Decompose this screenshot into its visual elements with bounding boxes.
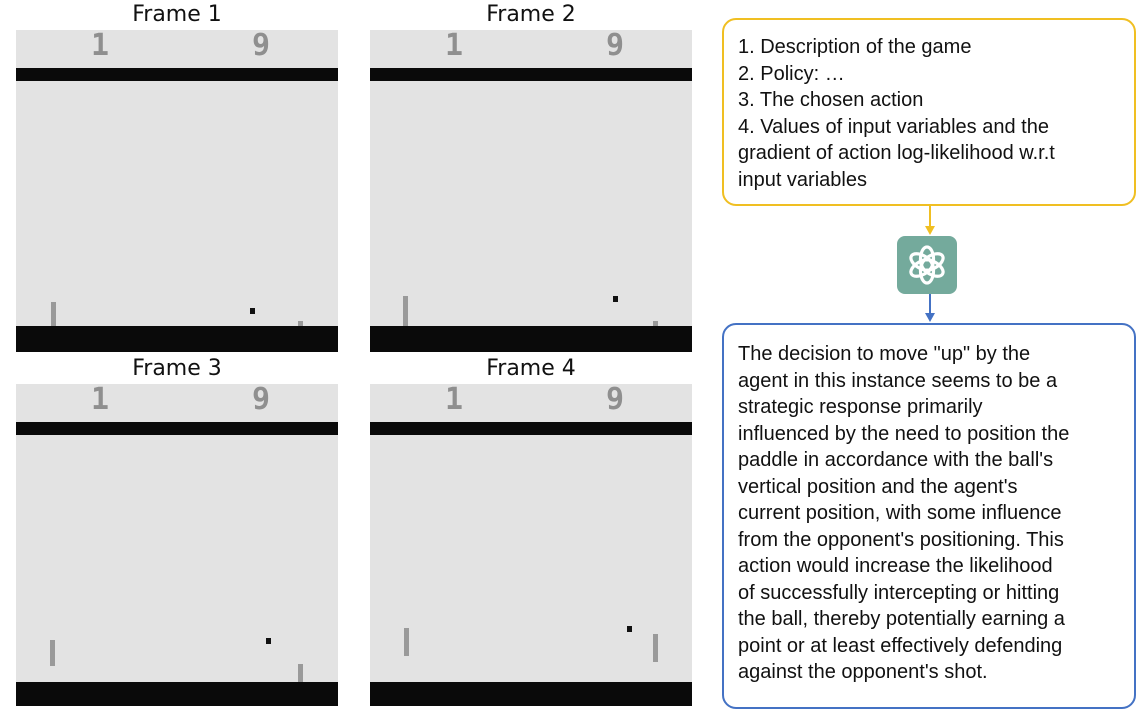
agent-paddle xyxy=(50,640,55,666)
response-line: paddle in accordance with the ball's xyxy=(738,449,1054,471)
prompt-item: gradient of action log-likelihood w.r.t xyxy=(738,142,1055,164)
frame-2-title: Frame 2 xyxy=(486,2,576,27)
agent-paddle xyxy=(404,628,409,656)
score-left: 1 xyxy=(90,384,110,417)
response-line: from the opponent's positioning. This xyxy=(738,528,1064,551)
response-box xyxy=(722,323,1136,709)
ball xyxy=(627,626,632,632)
response-line: action would increase the likelihood xyxy=(738,555,1053,577)
frame-4-title: Frame 4 xyxy=(486,356,576,381)
score-right: 9 xyxy=(251,384,271,417)
score-right: 9 xyxy=(605,384,625,417)
agent-paddle xyxy=(403,296,408,326)
top-wall xyxy=(370,422,692,435)
response-line: the ball, thereby potentially earning a xyxy=(738,608,1065,630)
agent-paddle xyxy=(51,302,56,326)
frame-4-screen xyxy=(370,384,692,706)
ball xyxy=(266,638,271,644)
response-line: current position, with some influence xyxy=(738,502,1062,524)
bottom-wall xyxy=(370,326,692,352)
prompt-item: 2. Policy: … xyxy=(738,62,845,85)
bottom-wall xyxy=(370,682,692,706)
prompt-box xyxy=(722,18,1136,206)
arrow-to-response xyxy=(929,294,931,314)
score-right: 9 xyxy=(605,30,625,63)
arrow-to-response-head xyxy=(925,313,935,322)
bottom-wall xyxy=(16,326,338,352)
response-line: strategic response primarily xyxy=(738,396,983,418)
top-wall xyxy=(16,422,338,435)
response-line: against the opponent's shot. xyxy=(738,661,988,683)
frame-3-title: Frame 3 xyxy=(132,356,222,381)
prompt-item: 4. Values of input variables and the xyxy=(738,115,1049,138)
score-left: 1 xyxy=(90,30,110,63)
response-line: of successfully intercepting or hitting xyxy=(738,581,1060,604)
prompt-item: 3. The chosen action xyxy=(738,89,924,111)
opponent-paddle xyxy=(653,634,658,662)
response-line: agent in this instance seems to be a xyxy=(738,369,1058,392)
frame-1-screen xyxy=(16,30,338,352)
opponent-paddle xyxy=(298,664,303,682)
frame-3-screen xyxy=(16,384,338,706)
response-line: vertical position and the agent's xyxy=(738,475,1018,498)
arrow-to-model-head xyxy=(925,226,935,235)
frame-1-title: Frame 1 xyxy=(132,2,222,27)
ball xyxy=(613,296,618,302)
score-right: 9 xyxy=(251,30,271,63)
score-left: 1 xyxy=(444,30,464,63)
arrow-to-model xyxy=(929,206,931,228)
bottom-wall xyxy=(16,682,338,706)
response-line: point or at least effectively defending xyxy=(738,634,1063,657)
response-line: The decision to move "up" by the xyxy=(738,343,1031,365)
ball xyxy=(250,308,255,314)
prompt-item: 1. Description of the game xyxy=(738,36,972,58)
top-wall xyxy=(370,68,692,81)
prompt-item: input variables xyxy=(738,168,867,191)
score-left: 1 xyxy=(444,384,464,417)
openai-logo-icon xyxy=(897,236,957,294)
frame-2-screen xyxy=(370,30,692,352)
top-wall xyxy=(16,68,338,81)
response-line: influenced by the need to position the xyxy=(738,422,1070,445)
